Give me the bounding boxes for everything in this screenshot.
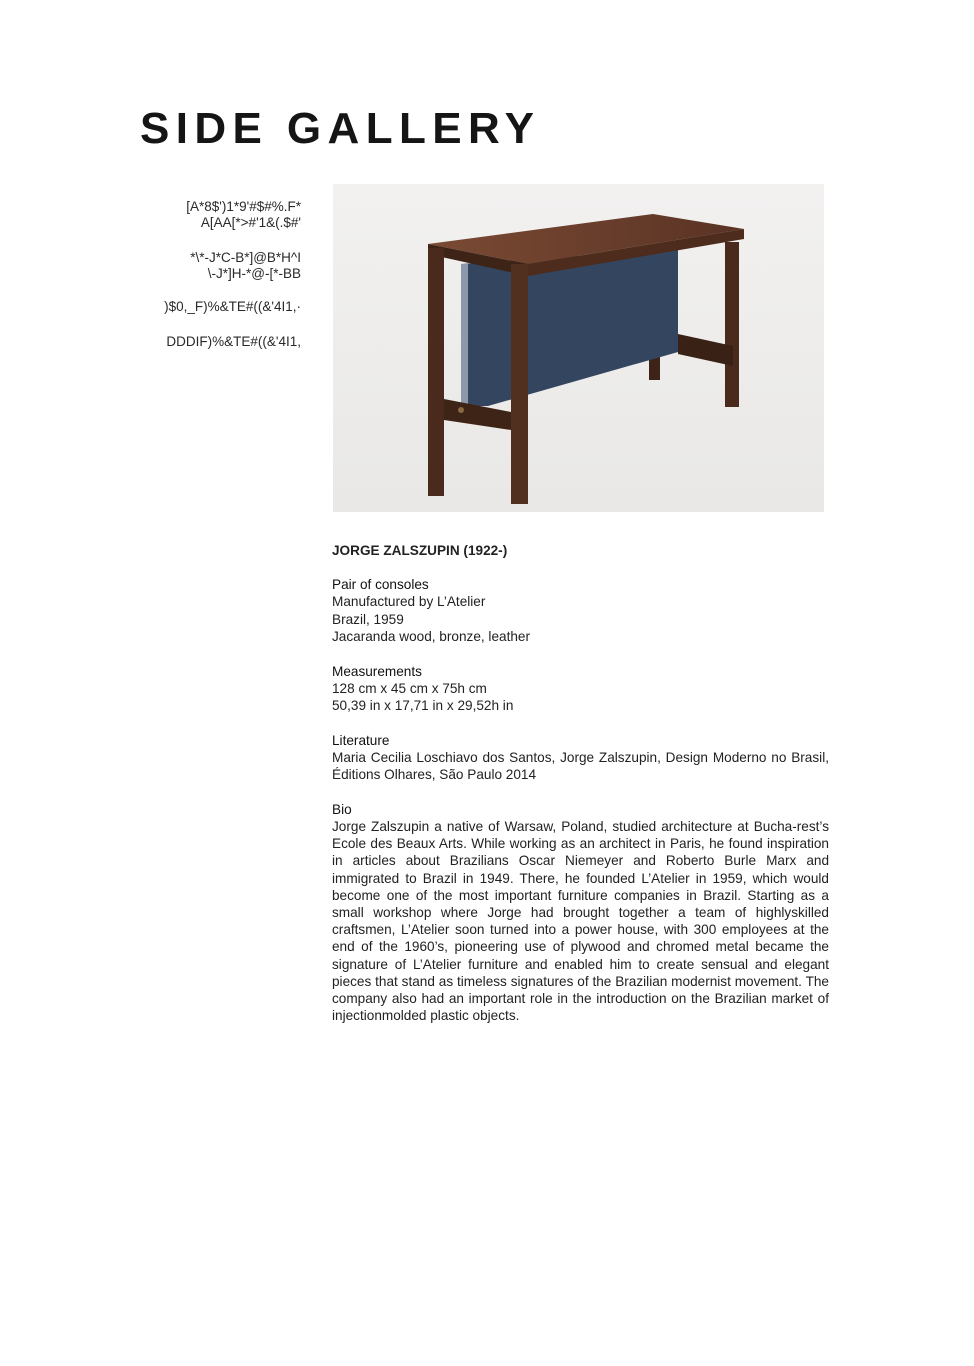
literature-text: Maria Cecilia Loschiavo dos Santos, Jorge Zalszupin, Design Moderno no Brasil, Éditions Olhares, São Paulo 2014 xyxy=(332,749,829,783)
console-illustration xyxy=(333,184,824,512)
manufacturer: Manufactured by L’Atelier xyxy=(332,594,486,610)
garbled-text-line: DDDIF)%&TE#((&'4I1, xyxy=(166,334,301,349)
materials: Jacaranda wood, bronze, leather xyxy=(332,628,530,644)
artist-name: JORGE ZALSZUPIN (1922-) xyxy=(332,543,508,558)
measurements-in: 50,39 in x 17,71 in x 29,52h in xyxy=(332,697,514,713)
garbled-text-line: \-J*]H-*@-[*-BB xyxy=(207,266,301,281)
measurements-section xyxy=(332,663,829,715)
artwork-info xyxy=(332,576,829,645)
literature-section xyxy=(332,732,829,784)
bio-section xyxy=(332,801,829,1025)
measurements-heading: Measurements xyxy=(332,663,422,679)
garbled-text-line: )$0,_F)%&TE#((&'4I1,· xyxy=(164,299,301,314)
bio-heading: Bio xyxy=(332,801,352,817)
origin-date: Brazil, 1959 xyxy=(332,611,404,627)
artwork-title: Pair of consoles xyxy=(332,577,429,593)
artwork-details xyxy=(332,542,829,1042)
garbled-text-line: A[AA[*>#'1&(.$#' xyxy=(200,215,301,230)
garbled-text-line: *\*-J*C-B*]@B*H^I xyxy=(190,250,301,265)
product-photo xyxy=(333,184,824,512)
garbled-text-line: [A*8$')1*9'#$#%.F* xyxy=(186,199,301,214)
gallery-logo: SIDE GALLERY xyxy=(140,104,541,153)
literature-heading: Literature xyxy=(332,732,390,748)
measurements-cm: 128 cm x 45 cm x 75h cm xyxy=(332,680,487,696)
bio-text: Jorge Zalszupin a native of Warsaw, Poland, studied architecture at Bucha-rest’s Ecole des Beaux Arts. While working as an architect in Paris, he found inspiration in articles about Brazilians Oscar Niemeyer and Roberto Burle Marx and immigrated to Brazil in 1949. There, he founded L’Atelier in 1959, which would become one of the most important furniture companies in Brazil. Starting as a small workshop where Jorge had brought together a team of highlyskilled craftsmen, L’Atelier soon turned into a power house, with 300 employees at the end of the 1960’s, pioneering use of plywood and chromed metal became the signature of L’Atelier furniture and enabled him to create sensual and elegant pieces that stand as timeless signatures of the Brazilian modernist movement. The company also had an important role in the introduction on the Brazilian market of injectionmolded plastic objects. xyxy=(332,818,829,1024)
